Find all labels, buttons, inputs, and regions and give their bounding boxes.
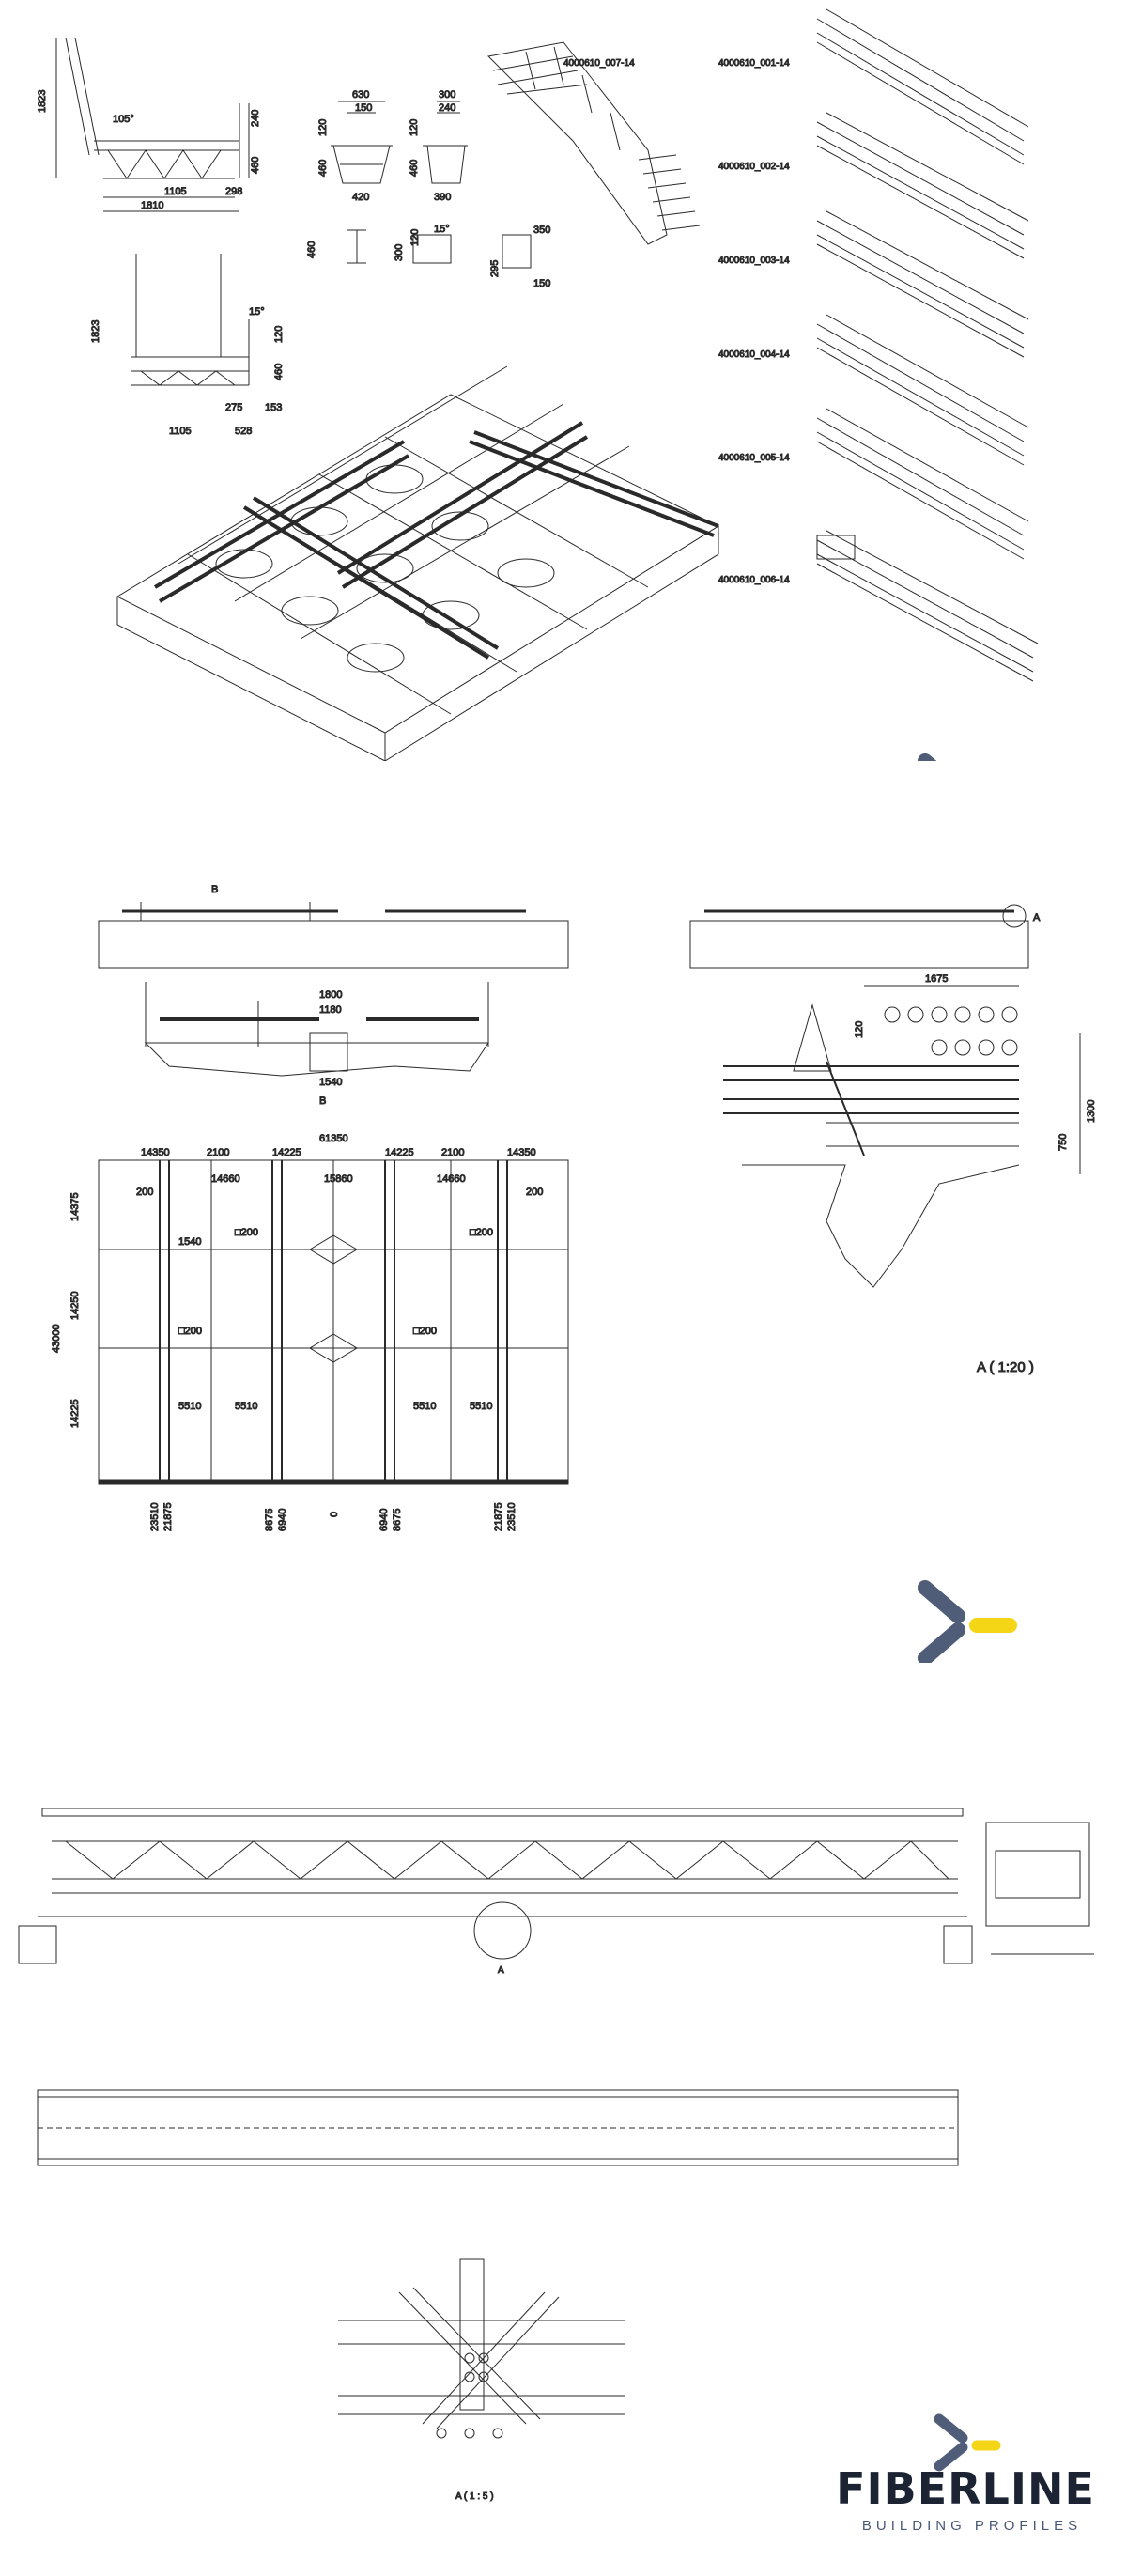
dim-14225-a: 14225 bbox=[272, 1147, 301, 1158]
axis-8675-a: 8675 bbox=[264, 1508, 275, 1531]
dim-sq200-c: □200 bbox=[178, 1326, 202, 1337]
walkway-isometric-004 bbox=[817, 315, 1028, 465]
elevation-left bbox=[99, 902, 568, 968]
dim-460-c: 460 bbox=[409, 159, 420, 177]
dim-15860: 15860 bbox=[324, 1173, 353, 1185]
dim-240: 240 bbox=[250, 109, 261, 127]
detail-a-section bbox=[723, 986, 1080, 1287]
dim-120-b: 120 bbox=[409, 118, 420, 136]
walkway-label-004: 4000610_004-14 bbox=[718, 349, 790, 360]
walkway-isometric-002 bbox=[817, 113, 1028, 258]
dim-sq200-b: □200 bbox=[470, 1227, 493, 1238]
detail-drawing bbox=[0, 1785, 1127, 2571]
dim-5510-d: 5510 bbox=[470, 1401, 493, 1412]
walkway-label-006: 4000610_006-14 bbox=[718, 575, 790, 585]
axis-6940-b: 6940 bbox=[378, 1508, 390, 1531]
detail-a-caption: A ( 1:20 ) bbox=[977, 1359, 1034, 1375]
dim-528: 528 bbox=[235, 426, 253, 437]
dim-14250: 14250 bbox=[69, 1291, 81, 1320]
dim-1540: 1540 bbox=[319, 1077, 343, 1088]
walkway-isometric-005 bbox=[817, 409, 1028, 559]
dim-angle-105: 105° bbox=[113, 114, 134, 125]
dim-14660-a: 14660 bbox=[211, 1173, 240, 1185]
detail-a-mark: A bbox=[498, 1965, 504, 1976]
cross-section-a bbox=[331, 101, 393, 183]
dim-1675: 1675 bbox=[925, 973, 949, 985]
axis-21875-b: 21875 bbox=[493, 1502, 504, 1531]
walkway-label-001: 4000610_001-14 bbox=[718, 58, 790, 69]
logo-mark-2 bbox=[925, 1588, 1010, 1658]
dim-14660-b: 14660 bbox=[437, 1173, 466, 1185]
dim-420: 420 bbox=[352, 192, 370, 203]
walkway-isometric-006 bbox=[817, 531, 1038, 681]
dim-630: 630 bbox=[352, 89, 370, 101]
dim-390: 390 bbox=[434, 192, 452, 203]
section-basin-plan bbox=[0, 846, 1127, 1663]
truss-plan-view bbox=[38, 2090, 958, 2165]
dim-120: 120 bbox=[317, 118, 329, 136]
detail-caption: A ( 1 : 5 ) bbox=[455, 2491, 494, 2502]
dim-61350: 61350 bbox=[319, 1133, 348, 1144]
dim-sq200-d: □200 bbox=[413, 1326, 437, 1337]
basin-isometric bbox=[117, 363, 718, 761]
plan-drawing bbox=[0, 846, 1127, 1663]
section-walkway-detail bbox=[0, 1785, 1127, 2571]
dim-15deg: 15° bbox=[434, 224, 450, 235]
walkway-label-003: 4000610_003-14 bbox=[718, 256, 790, 266]
axis-23510-b: 23510 bbox=[506, 1502, 517, 1531]
dim-14225-b: 14225 bbox=[385, 1147, 414, 1158]
walkway-isometric-001 bbox=[817, 9, 1028, 164]
dim-5510-c: 5510 bbox=[413, 1401, 437, 1412]
section-walkway-overview bbox=[0, 0, 1127, 761]
dim-298: 298 bbox=[225, 186, 243, 197]
dim-150: 150 bbox=[355, 102, 373, 114]
dim-14350-a: 14350 bbox=[141, 1147, 170, 1158]
dim-sq200-a: □200 bbox=[235, 1227, 258, 1238]
dim-460: 460 bbox=[250, 156, 261, 174]
truss-elevation bbox=[19, 1808, 972, 1963]
dim-2100-a: 2100 bbox=[207, 1147, 230, 1158]
dim-15deg-b: 15° bbox=[249, 306, 265, 318]
connection-detail bbox=[338, 2259, 625, 2438]
dim-14225: 14225 bbox=[69, 1399, 81, 1428]
axis-21875-a: 21875 bbox=[162, 1502, 174, 1531]
dim-5510-a: 5510 bbox=[178, 1401, 202, 1412]
walkway-isometric-003 bbox=[817, 211, 1028, 357]
dim-120-d: 120 bbox=[273, 325, 285, 343]
dim-120-c: 120 bbox=[409, 228, 421, 246]
dim-275: 275 bbox=[225, 402, 243, 413]
dim-300: 300 bbox=[439, 89, 456, 101]
elevation-right bbox=[690, 905, 1028, 968]
axis-23510-a: 23510 bbox=[149, 1502, 161, 1531]
dim-43000: 43000 bbox=[51, 1324, 62, 1353]
dim-1810: 1810 bbox=[141, 200, 164, 211]
dim-1105-b: 1105 bbox=[169, 426, 192, 437]
dim-1823-b: 1823 bbox=[90, 319, 101, 343]
dim-14350-b: 14350 bbox=[507, 1147, 536, 1158]
dim-1540-b: 1540 bbox=[178, 1236, 202, 1248]
axis-8675-b: 8675 bbox=[392, 1508, 403, 1531]
walkway-label-002: 4000610_002-14 bbox=[718, 162, 790, 172]
walkway-label-005: 4000610_005-14 bbox=[718, 453, 790, 463]
stair-walkway-isometric bbox=[488, 42, 700, 244]
dim-350: 350 bbox=[533, 225, 551, 236]
brand-name: FIBERLINE bbox=[836, 2463, 1095, 2514]
side-view-drawing bbox=[56, 38, 249, 211]
axis-0: 0 bbox=[329, 1511, 340, 1517]
brand-tagline: BUILDING PROFILES bbox=[861, 2518, 1083, 2534]
dim-1300: 1300 bbox=[1086, 1099, 1097, 1123]
detail-b bbox=[146, 982, 488, 1076]
dim-200-a: 200 bbox=[136, 1187, 154, 1198]
dim-460-e: 460 bbox=[273, 363, 285, 380]
dim-200-b: 200 bbox=[526, 1187, 544, 1198]
overview-drawing bbox=[0, 0, 1127, 761]
small-details bbox=[347, 230, 531, 268]
dim-5510-b: 5510 bbox=[235, 1401, 258, 1412]
dim-1105: 1105 bbox=[164, 186, 187, 197]
dim-150-b: 150 bbox=[533, 278, 551, 289]
dim-750: 750 bbox=[1058, 1133, 1069, 1151]
basin-plan-view bbox=[99, 1160, 568, 1484]
front-view-drawing bbox=[131, 254, 249, 385]
elevation-b-mark: B bbox=[211, 884, 219, 895]
dim-1800: 1800 bbox=[319, 989, 343, 1001]
dim-240-b: 240 bbox=[439, 102, 456, 114]
truss-cross-section bbox=[986, 1823, 1094, 1954]
dim-460-b: 460 bbox=[317, 159, 329, 177]
detail-b-caption: B bbox=[319, 1095, 327, 1107]
cross-section-b bbox=[423, 101, 468, 183]
dim-460-d: 460 bbox=[306, 241, 317, 258]
axis-6940-a: 6940 bbox=[277, 1508, 288, 1531]
stair-label: 4000610_007-14 bbox=[564, 58, 635, 69]
dim-300-b: 300 bbox=[394, 243, 405, 261]
dim-1180: 1180 bbox=[319, 1004, 342, 1016]
logo-mark-3 bbox=[939, 2419, 996, 2466]
elevation-a-mark: A bbox=[1033, 912, 1041, 923]
dim-120-e: 120 bbox=[854, 1020, 865, 1038]
dim-2100-b: 2100 bbox=[441, 1147, 465, 1158]
dim-1823-a: 1823 bbox=[37, 89, 48, 113]
dim-14375: 14375 bbox=[69, 1192, 81, 1221]
dim-153: 153 bbox=[265, 402, 283, 413]
dim-295: 295 bbox=[489, 259, 501, 277]
